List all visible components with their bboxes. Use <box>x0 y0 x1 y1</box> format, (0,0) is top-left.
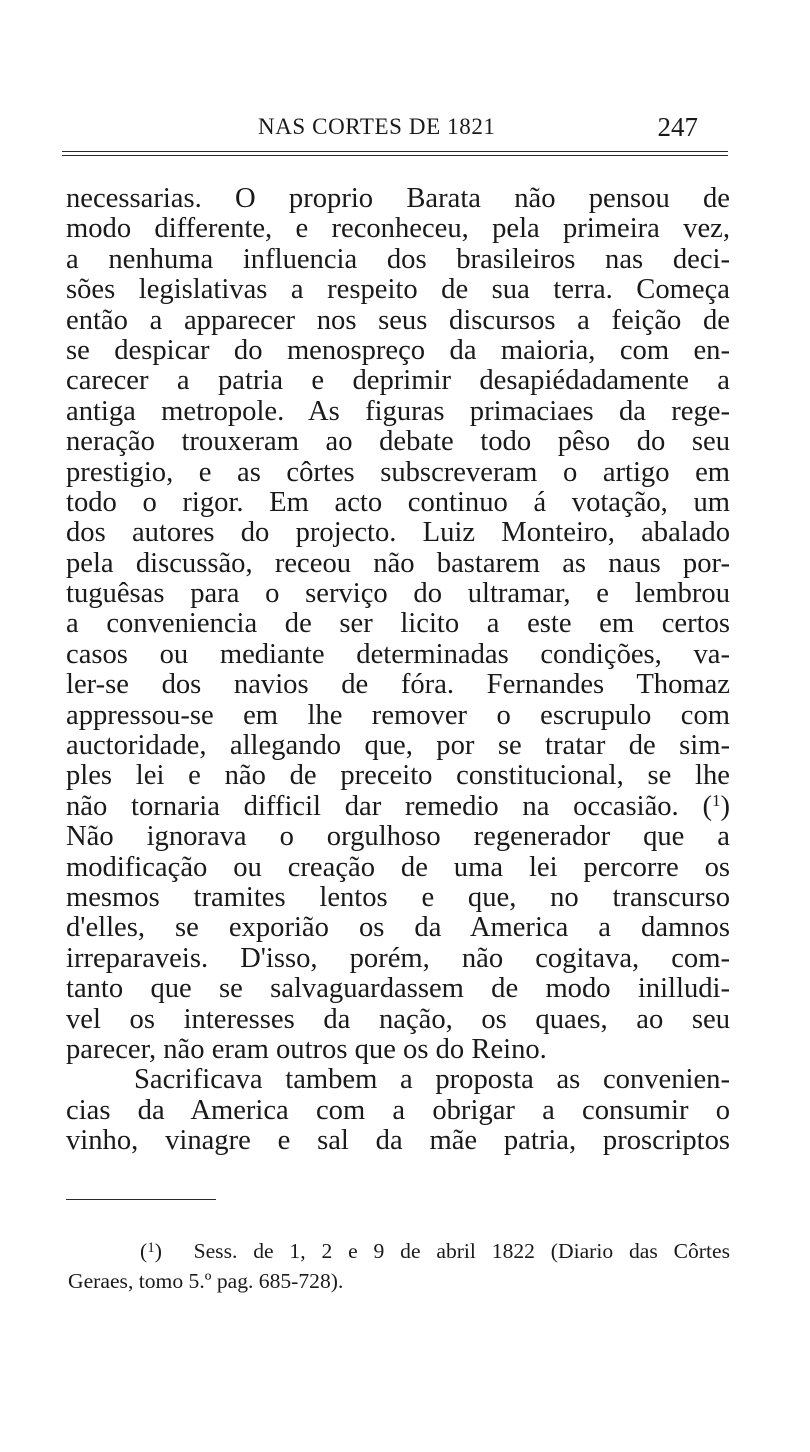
page-number: 247 <box>657 112 698 142</box>
text-line: irreparaveis. D'isso, porém, não cogitava, com- <box>66 942 730 974</box>
text-line: prestigio, e as côrtes subscreveram o artigo em <box>66 456 730 488</box>
footnote-marker: 1 <box>147 1240 155 1256</box>
footnote-separator <box>66 1199 216 1200</box>
footnote-open-paren: ( <box>140 1239 148 1263</box>
text-line: carecer a patria e deprimir desapiédadamente a <box>66 365 730 397</box>
text-line: antiga metropole. As figuras primaciaes da rege- <box>66 395 730 427</box>
footnote-close-paren: ) <box>154 1239 162 1263</box>
header-rule-bottom <box>62 155 728 156</box>
text-line: neração trouxeram ao debate todo pêso do seu <box>66 426 730 458</box>
text-line: vel os interesses da nação, os quaes, ao seu <box>66 1003 730 1035</box>
text-line: cias da America com a obrigar a consumir o <box>66 1094 730 1126</box>
text-line: então a apparecer nos seus discursos a feição de <box>66 304 730 336</box>
text-line: modo differente, e reconheceu, pela primeira vez, <box>66 213 730 245</box>
text-line: a conveniencia de ser licito a este em certos <box>66 608 730 640</box>
page-header <box>62 114 728 148</box>
text-line: tanto que se salvaguardassem de modo inilludi- <box>66 973 730 1005</box>
text-line: não tornaria difficil dar remedio na occasião. ( <box>66 790 712 822</box>
text-line: parecer, não eram outros que os do Reino. <box>66 1033 547 1065</box>
footnote-reference-close: ) <box>720 790 730 822</box>
text-line: dos autores do projecto. Luiz Monteiro, abalado <box>66 517 730 549</box>
text-line: pela discussão, receou não bastarem as naus por- <box>66 547 730 579</box>
text-line: d'elles, se exporião os da America a damnos <box>66 912 730 944</box>
text-line: mesmos tramites lentos e que, no transcurso <box>66 881 730 913</box>
text-line: a nenhuma influencia dos brasileiros nas deci- <box>66 243 730 275</box>
text-line: auctoridade, allegando que, por se tratar de sim- <box>66 730 730 762</box>
footnote-line: Geraes, tomo 5.º pag. 685-728). <box>68 1269 344 1293</box>
header-rule-top <box>62 151 728 152</box>
footnote-reference: 1 <box>711 790 721 810</box>
text-line: sões legislativas a respeito de sua terra. Começa <box>66 274 730 306</box>
text-line: modificação ou creação de uma lei percorre os <box>66 851 730 883</box>
text-line: tuguêsas para o serviço do ultramar, e lembrou <box>66 578 730 610</box>
running-title: NAS CORTES DE 1821 <box>258 114 496 139</box>
text-line: casos ou mediante determinadas condições, va- <box>66 638 730 670</box>
text-line: appressou-se em lhe remover o escrupulo com <box>66 699 730 731</box>
body-text <box>66 184 730 1157</box>
footnote-text: Sess. de 1, 2 e 9 de abril 1822 (Diario das Côrtes <box>193 1239 730 1263</box>
text-line: Não ignorava o orgulhoso regenerador que a <box>66 821 730 853</box>
paragraph-start-line: Sacrificava tambem a proposta as convenien- <box>134 1064 730 1096</box>
footnote-line <box>68 1236 730 1266</box>
footnote <box>68 1236 730 1296</box>
text-line: ples lei e não de preceito constitucional, se lhe <box>66 760 730 792</box>
text-line: necessarias. O proprio Barata não pensou de <box>66 183 730 214</box>
text-line: todo o rigor. Em acto continuo á votação, um <box>66 486 730 518</box>
text-line: se despicar do menospreço da maioria, com en- <box>66 334 730 366</box>
text-line-with-footnote-ref <box>66 792 730 822</box>
text-line: vinho, vinagre e sal da mãe patria, proscriptos <box>66 1125 730 1157</box>
text-line: ler-se dos navios de fóra. Fernandes Thomaz <box>66 669 730 701</box>
